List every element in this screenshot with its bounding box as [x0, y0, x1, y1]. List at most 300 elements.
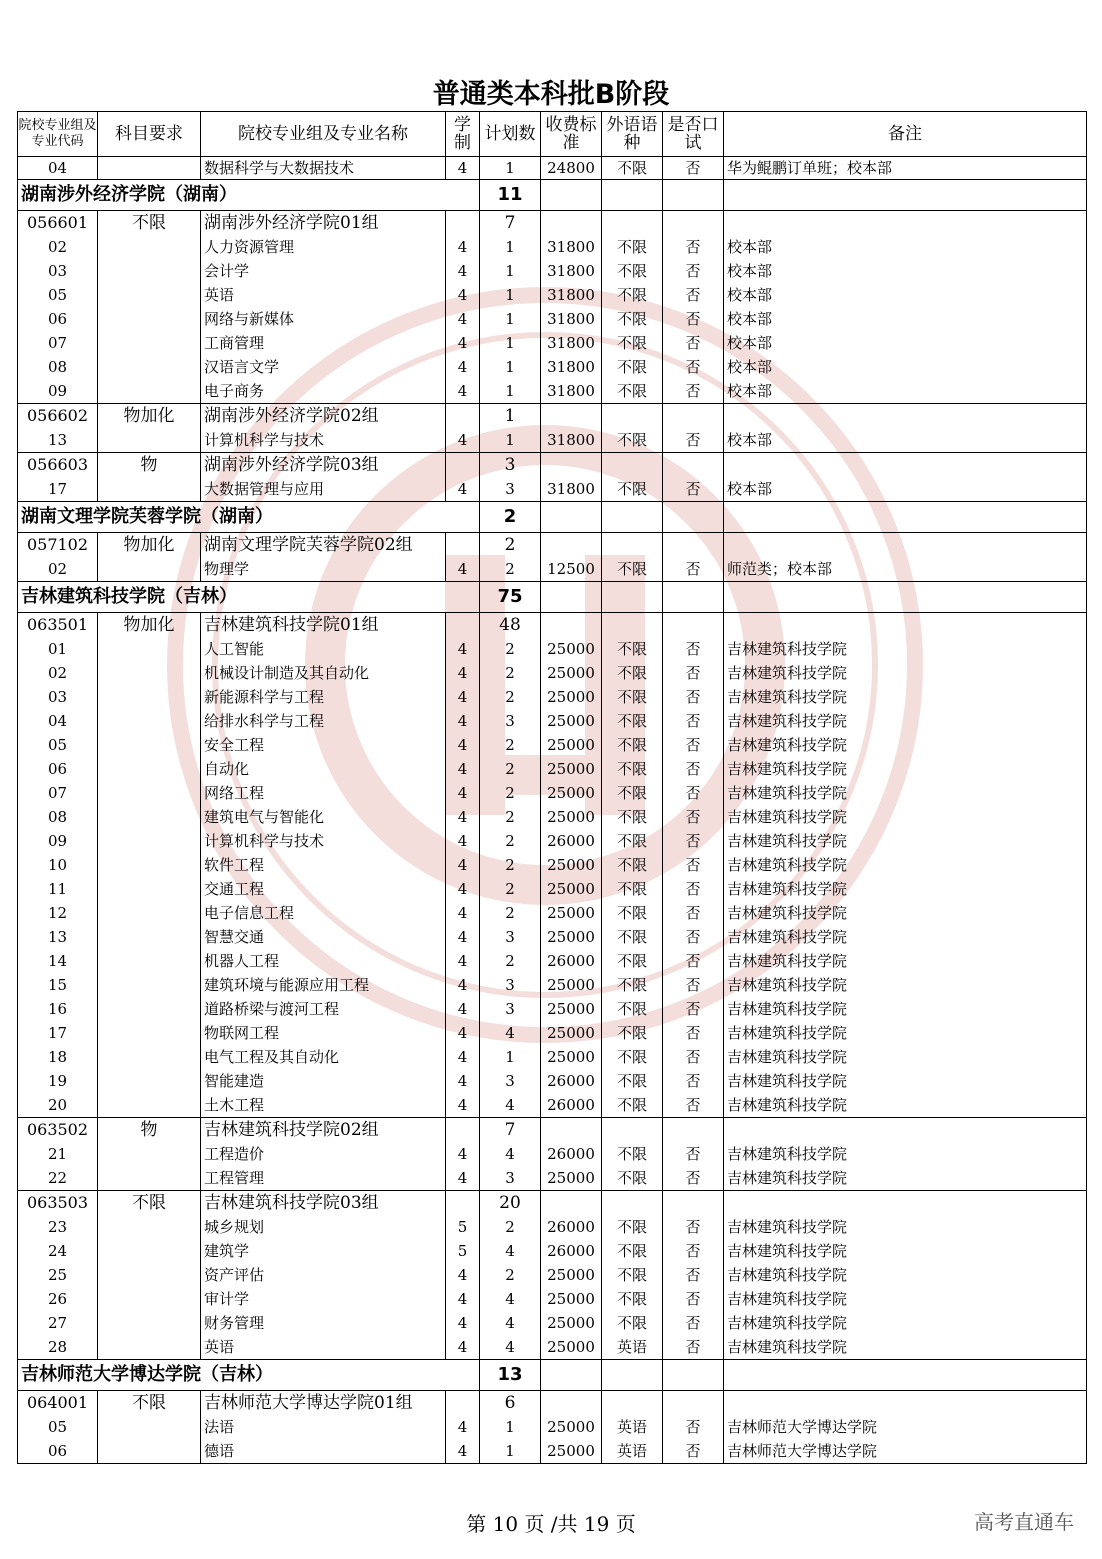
tuition-fee: 31800 [541, 477, 602, 502]
major-code: 12 [18, 901, 98, 925]
major-name: 城乡规划 [201, 1215, 446, 1239]
major-row [18, 355, 1087, 379]
study-years: 4 [446, 283, 480, 307]
group-name: 吉林建筑科技学院02组 [201, 1118, 446, 1143]
major-name: 建筑环境与能源应用工程 [201, 973, 446, 997]
major-code: 26 [18, 1287, 98, 1311]
foreign-language: 不限 [602, 877, 663, 901]
major-name: 资产评估 [201, 1263, 446, 1287]
oral-test: 否 [663, 1166, 724, 1191]
major-name: 物联网工程 [201, 1021, 446, 1045]
group-plan: 20 [480, 1191, 541, 1216]
plan-count: 2 [480, 685, 541, 709]
oral-test: 否 [663, 157, 724, 180]
study-years: 4 [446, 307, 480, 331]
plan-count: 3 [480, 1069, 541, 1093]
plan-count: 4 [480, 1311, 541, 1335]
oral-test: 否 [663, 757, 724, 781]
major-name: 计算机科学与技术 [201, 428, 446, 453]
empty-cell [98, 997, 201, 1021]
major-code: 03 [18, 259, 98, 283]
major-name: 财务管理 [201, 1311, 446, 1335]
study-years: 4 [446, 1439, 480, 1464]
major-row [18, 259, 1087, 283]
major-code: 28 [18, 1335, 98, 1360]
remarks: 吉林建筑科技学院 [724, 1335, 1087, 1360]
oral-test: 否 [663, 379, 724, 404]
major-code: 13 [18, 925, 98, 949]
tuition-fee: 31800 [541, 259, 602, 283]
study-years: 4 [446, 949, 480, 973]
group-code: 056603 [18, 453, 98, 478]
study-years: 4 [446, 1093, 480, 1118]
tuition-fee: 25000 [541, 637, 602, 661]
tuition-fee: 25000 [541, 1311, 602, 1335]
remarks: 吉林建筑科技学院 [724, 1215, 1087, 1239]
remarks: 吉林建筑科技学院 [724, 1311, 1087, 1335]
study-years: 5 [446, 1239, 480, 1263]
plan-count: 2 [480, 1263, 541, 1287]
foreign-language: 英语 [602, 1415, 663, 1439]
tuition-fee: 31800 [541, 379, 602, 404]
tuition-fee: 26000 [541, 1093, 602, 1118]
empty-cell [602, 1360, 663, 1391]
institution-plan: 75 [480, 582, 541, 613]
plan-count: 2 [480, 757, 541, 781]
study-years: 4 [446, 428, 480, 453]
group-row [18, 404, 1087, 429]
major-name: 数据科学与大数据技术 [201, 157, 446, 180]
study-years: 4 [446, 1415, 480, 1439]
oral-test: 否 [663, 355, 724, 379]
empty-cell [446, 404, 480, 429]
tuition-fee: 25000 [541, 1263, 602, 1287]
remarks: 吉林建筑科技学院 [724, 661, 1087, 685]
major-code: 24 [18, 1239, 98, 1263]
empty-cell [98, 1439, 201, 1464]
study-years: 4 [446, 235, 480, 259]
group-code: 056601 [18, 211, 98, 236]
major-name: 土木工程 [201, 1093, 446, 1118]
subject-requirement: 不限 [98, 211, 201, 236]
empty-cell [663, 1191, 724, 1216]
major-row [18, 1439, 1087, 1464]
subject-requirement: 物加化 [98, 613, 201, 638]
plan-count: 1 [480, 1045, 541, 1069]
remarks: 校本部 [724, 428, 1087, 453]
oral-test: 否 [663, 1439, 724, 1464]
foreign-language: 不限 [602, 1069, 663, 1093]
group-name: 湖南涉外经济学院01组 [201, 211, 446, 236]
foreign-language: 不限 [602, 973, 663, 997]
empty-cell [663, 211, 724, 236]
group-plan: 7 [480, 1118, 541, 1143]
major-name: 网络工程 [201, 781, 446, 805]
major-code: 15 [18, 973, 98, 997]
foreign-language: 不限 [602, 557, 663, 582]
foreign-language: 不限 [602, 259, 663, 283]
remarks: 校本部 [724, 331, 1087, 355]
major-row [18, 1069, 1087, 1093]
group-code: 063502 [18, 1118, 98, 1143]
tuition-fee: 25000 [541, 925, 602, 949]
group-row [18, 453, 1087, 478]
study-years: 4 [446, 1287, 480, 1311]
major-name: 审计学 [201, 1287, 446, 1311]
empty-cell [724, 211, 1087, 236]
empty-cell [541, 1191, 602, 1216]
oral-test: 否 [663, 949, 724, 973]
major-row [18, 997, 1087, 1021]
study-years: 4 [446, 1335, 480, 1360]
empty-cell [98, 637, 201, 661]
tuition-fee: 25000 [541, 733, 602, 757]
major-name: 智慧交通 [201, 925, 446, 949]
empty-cell [602, 453, 663, 478]
remarks: 吉林建筑科技学院 [724, 1287, 1087, 1311]
empty-cell [602, 1118, 663, 1143]
plan-count: 4 [480, 1335, 541, 1360]
plan-count: 3 [480, 1166, 541, 1191]
major-row [18, 283, 1087, 307]
tuition-fee: 31800 [541, 331, 602, 355]
plan-count: 2 [480, 733, 541, 757]
tuition-fee: 26000 [541, 949, 602, 973]
plan-count: 4 [480, 1239, 541, 1263]
remarks: 吉林建筑科技学院 [724, 973, 1087, 997]
empty-cell [602, 180, 663, 211]
major-name: 物理学 [201, 557, 446, 582]
tuition-fee: 31800 [541, 307, 602, 331]
major-row [18, 1335, 1087, 1360]
empty-cell [98, 1287, 201, 1311]
major-code: 06 [18, 1439, 98, 1464]
foreign-language: 不限 [602, 331, 663, 355]
major-code: 17 [18, 477, 98, 502]
group-name: 湖南涉外经济学院02组 [201, 404, 446, 429]
plan-count: 2 [480, 829, 541, 853]
plan-count: 1 [480, 331, 541, 355]
oral-test: 否 [663, 331, 724, 355]
oral-test: 否 [663, 1311, 724, 1335]
major-code: 04 [18, 709, 98, 733]
oral-test: 否 [663, 781, 724, 805]
empty-cell [602, 502, 663, 533]
empty-cell [724, 613, 1087, 638]
empty-cell [98, 781, 201, 805]
group-plan: 7 [480, 211, 541, 236]
plan-count: 1 [480, 283, 541, 307]
oral-test: 否 [663, 733, 724, 757]
study-years: 4 [446, 997, 480, 1021]
study-years: 4 [446, 157, 480, 180]
major-row [18, 1415, 1087, 1439]
major-row [18, 235, 1087, 259]
foreign-language: 不限 [602, 1263, 663, 1287]
empty-cell [98, 1415, 201, 1439]
plan-count: 2 [480, 781, 541, 805]
foreign-language: 不限 [602, 1142, 663, 1166]
major-row [18, 1142, 1087, 1166]
major-code: 18 [18, 1045, 98, 1069]
major-code: 16 [18, 997, 98, 1021]
table-body [18, 157, 1087, 1464]
page-number: 第 10 页 /共 19 页 [466, 1512, 636, 1536]
oral-test: 否 [663, 557, 724, 582]
empty-cell [446, 1391, 480, 1416]
major-row [18, 1093, 1087, 1118]
institution-plan: 2 [480, 502, 541, 533]
major-code: 09 [18, 379, 98, 404]
major-code: 27 [18, 1311, 98, 1335]
header-years: 学制 [446, 112, 480, 157]
empty-cell [541, 613, 602, 638]
tuition-fee: 25000 [541, 781, 602, 805]
major-code: 14 [18, 949, 98, 973]
empty-cell [98, 829, 201, 853]
foreign-language: 不限 [602, 235, 663, 259]
major-code: 11 [18, 877, 98, 901]
empty-cell [541, 533, 602, 558]
remarks: 吉林建筑科技学院 [724, 1093, 1087, 1118]
foreign-language: 不限 [602, 949, 663, 973]
plan-count: 3 [480, 477, 541, 502]
tuition-fee: 26000 [541, 1215, 602, 1239]
tuition-fee: 25000 [541, 853, 602, 877]
empty-cell [98, 685, 201, 709]
foreign-language: 不限 [602, 283, 663, 307]
oral-test: 否 [663, 685, 724, 709]
empty-cell [724, 582, 1087, 613]
empty-cell [724, 180, 1087, 211]
major-name: 智能建造 [201, 1069, 446, 1093]
oral-test: 否 [663, 973, 724, 997]
plan-count: 1 [480, 1415, 541, 1439]
remarks: 吉林建筑科技学院 [724, 781, 1087, 805]
major-name: 人工智能 [201, 637, 446, 661]
foreign-language: 不限 [602, 661, 663, 685]
header-oral: 是否口试 [663, 112, 724, 157]
empty-cell [541, 1391, 602, 1416]
oral-test: 否 [663, 829, 724, 853]
remarks: 吉林建筑科技学院 [724, 637, 1087, 661]
major-row [18, 1166, 1087, 1191]
oral-test: 否 [663, 1215, 724, 1239]
major-row [18, 853, 1087, 877]
remarks: 吉林建筑科技学院 [724, 949, 1087, 973]
major-name: 机械设计制造及其自动化 [201, 661, 446, 685]
header-note: 备注 [724, 112, 1087, 157]
major-row [18, 1045, 1087, 1069]
empty-cell [663, 1360, 724, 1391]
header-code: 院校专业组及专业代码 [18, 112, 98, 157]
header-subject: 科目要求 [98, 112, 201, 157]
major-row [18, 661, 1087, 685]
empty-cell [541, 582, 602, 613]
empty-cell [663, 1391, 724, 1416]
plan-count: 1 [480, 259, 541, 283]
foreign-language: 不限 [602, 997, 663, 1021]
oral-test: 否 [663, 637, 724, 661]
empty-cell [98, 901, 201, 925]
remarks: 师范类；校本部 [724, 557, 1087, 582]
empty-cell [98, 949, 201, 973]
major-name: 英语 [201, 1335, 446, 1360]
empty-cell [602, 1391, 663, 1416]
plan-count: 3 [480, 997, 541, 1021]
empty-cell [724, 1360, 1087, 1391]
tuition-fee: 25000 [541, 1166, 602, 1191]
empty-cell [98, 805, 201, 829]
institution-name: 湖南文理学院芙蓉学院（湖南） [18, 502, 480, 533]
empty-cell [663, 613, 724, 638]
oral-test: 否 [663, 1415, 724, 1439]
foreign-language: 不限 [602, 1311, 663, 1335]
group-row [18, 533, 1087, 558]
oral-test: 否 [663, 235, 724, 259]
major-row [18, 733, 1087, 757]
major-name: 电气工程及其自动化 [201, 1045, 446, 1069]
remarks: 吉林建筑科技学院 [724, 901, 1087, 925]
study-years: 4 [446, 709, 480, 733]
foreign-language: 不限 [602, 925, 663, 949]
empty-cell [98, 1093, 201, 1118]
empty-cell [663, 533, 724, 558]
group-plan: 6 [480, 1391, 541, 1416]
tuition-fee: 25000 [541, 1021, 602, 1045]
group-code: 064001 [18, 1391, 98, 1416]
foreign-language: 不限 [602, 853, 663, 877]
major-row [18, 925, 1087, 949]
major-code: 13 [18, 428, 98, 453]
plan-count: 2 [480, 853, 541, 877]
oral-test: 否 [663, 901, 724, 925]
major-name: 计算机科学与技术 [201, 829, 446, 853]
empty-cell [98, 307, 201, 331]
empty-cell [98, 1239, 201, 1263]
oral-test: 否 [663, 853, 724, 877]
group-name: 吉林建筑科技学院03组 [201, 1191, 446, 1216]
subject-requirement: 物加化 [98, 404, 201, 429]
remarks: 校本部 [724, 379, 1087, 404]
remarks: 吉林建筑科技学院 [724, 685, 1087, 709]
tuition-fee: 31800 [541, 428, 602, 453]
empty-cell [98, 1069, 201, 1093]
group-row [18, 613, 1087, 638]
remarks: 校本部 [724, 307, 1087, 331]
remarks: 吉林建筑科技学院 [724, 733, 1087, 757]
foreign-language: 不限 [602, 1287, 663, 1311]
group-name: 吉林师范大学博达学院01组 [201, 1391, 446, 1416]
major-code: 08 [18, 805, 98, 829]
empty-cell [98, 709, 201, 733]
tuition-fee: 25000 [541, 661, 602, 685]
tuition-fee: 12500 [541, 557, 602, 582]
foreign-language: 不限 [602, 1239, 663, 1263]
major-row [18, 685, 1087, 709]
empty-cell [541, 453, 602, 478]
study-years: 4 [446, 781, 480, 805]
institution-plan: 13 [480, 1360, 541, 1391]
empty-cell [98, 1166, 201, 1191]
empty-cell [98, 235, 201, 259]
major-name: 电子商务 [201, 379, 446, 404]
remarks: 吉林建筑科技学院 [724, 1045, 1087, 1069]
empty-cell [724, 1118, 1087, 1143]
study-years: 4 [446, 853, 480, 877]
empty-cell [663, 502, 724, 533]
empty-cell [98, 379, 201, 404]
major-row [18, 307, 1087, 331]
major-row [18, 781, 1087, 805]
remarks: 校本部 [724, 477, 1087, 502]
tuition-fee: 31800 [541, 355, 602, 379]
oral-test: 否 [663, 1021, 724, 1045]
major-code: 05 [18, 283, 98, 307]
study-years: 4 [446, 355, 480, 379]
major-name: 大数据管理与应用 [201, 477, 446, 502]
major-name: 给排水科学与工程 [201, 709, 446, 733]
tuition-fee: 25000 [541, 757, 602, 781]
empty-cell [98, 733, 201, 757]
institution-row [18, 180, 1087, 211]
plan-count: 1 [480, 428, 541, 453]
oral-test: 否 [663, 1335, 724, 1360]
oral-test: 否 [663, 661, 724, 685]
remarks: 吉林师范大学博达学院 [724, 1415, 1087, 1439]
study-years: 4 [446, 331, 480, 355]
major-row [18, 901, 1087, 925]
remarks: 华为鲲鹏订单班；校本部 [724, 157, 1087, 180]
tuition-fee: 25000 [541, 973, 602, 997]
plan-count: 2 [480, 557, 541, 582]
tuition-fee: 31800 [541, 235, 602, 259]
tuition-fee: 25000 [541, 997, 602, 1021]
major-code: 23 [18, 1215, 98, 1239]
admission-plan-table [17, 111, 1087, 1464]
empty-cell [98, 557, 201, 582]
major-row [18, 557, 1087, 582]
plan-count: 4 [480, 1021, 541, 1045]
foreign-language: 不限 [602, 379, 663, 404]
study-years: 4 [446, 901, 480, 925]
study-years: 4 [446, 877, 480, 901]
tuition-fee: 26000 [541, 1142, 602, 1166]
tuition-fee: 25000 [541, 1415, 602, 1439]
major-code: 10 [18, 853, 98, 877]
empty-cell [98, 853, 201, 877]
brand-label: 高考直通车 [974, 1510, 1074, 1534]
study-years: 4 [446, 637, 480, 661]
plan-count: 1 [480, 1439, 541, 1464]
plan-count: 4 [480, 1287, 541, 1311]
major-code: 19 [18, 1069, 98, 1093]
major-name: 人力资源管理 [201, 235, 446, 259]
study-years: 4 [446, 1069, 480, 1093]
foreign-language: 不限 [602, 1045, 663, 1069]
major-name: 自动化 [201, 757, 446, 781]
remarks: 校本部 [724, 283, 1087, 307]
major-row [18, 331, 1087, 355]
tuition-fee: 26000 [541, 1239, 602, 1263]
plan-count: 3 [480, 973, 541, 997]
empty-cell [98, 877, 201, 901]
study-years: 4 [446, 805, 480, 829]
foreign-language: 不限 [602, 781, 663, 805]
foreign-language: 不限 [602, 805, 663, 829]
plan-count: 3 [480, 925, 541, 949]
plan-count: 1 [480, 379, 541, 404]
